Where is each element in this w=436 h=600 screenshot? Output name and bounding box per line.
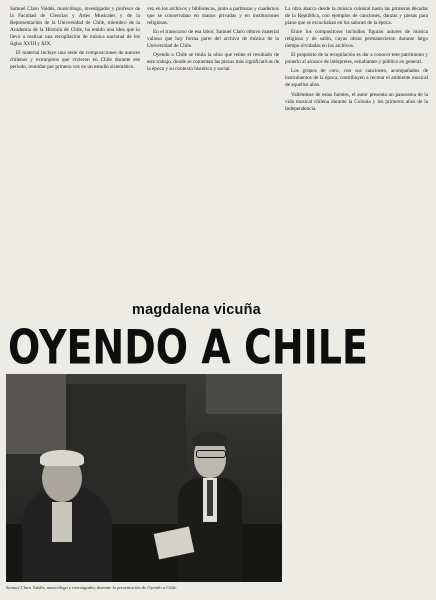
article-paragraph: Entre los compositores incluidos figuran autores de música religiosa y de salón, cuyas obras permanecieron durante largo tiempo olvidadas en los archivos. [285,29,428,50]
article-column-2 [147,6,279,306]
article-photo [6,374,282,582]
photo-window [6,374,66,454]
photo-standing-man-hair [193,432,227,446]
article-paragraph: En el transcurso de esa labor, Samuel Claro obtuvo material valioso que hoy forma parte del archivo de música de la Universidad de Chile. [147,29,279,50]
photo-standing-man-tie [207,480,213,516]
article-paragraph: Los grupos de coro, con sus canciones, acompañados de instrumentos de la época, contribuyen a recrear el ambiente musical de aquellos años. [285,68,428,89]
photo-caption: Samuel Claro Valdés, musicólogo e investigador, durante la presentación de Oyendo a Chile. [6,585,178,590]
article-paragraph: El material incluye una serie de composiciones de autores chilenos y extranjeros que vivieron en Chile durante ese período, reunidas por primera vez en un estudio sistemático. [10,50,140,71]
article-paragraph: Oyendo a Chile se titula la obra que reúne el resultado de este trabajo, donde se comentan las piezas más significativas de la época y su contexto histórico y social. [147,52,279,73]
article-paragraph: El propósito de la recopilación es dar a conocer este patrimonio y ponerlo al alcance de intérpretes, estudiantes y público en general. [285,52,428,66]
photo-seated-man-hair [40,450,84,466]
article-paragraph: Valiéndose de estas fuentes, el autor presenta un panorama de la vida musical chilena durante la Colonia y los primeros años de la Independencia. [285,91,428,112]
photo-light [206,374,282,414]
article-paragraph: Samuel Claro Valdés, musicólogo, investigador y profesor de la Facultad de Ciencias y Artes Musicales y de la Representación de la Universidad de Chile, miembro de la Academia de la Historia de Chile, ha tenido una idea que lo llevó a realizar una recopilación de música nacional de los siglos XVIII y XIX. [10,6,140,48]
article-paragraph: vez en los archivos y bibliotecas, junto a partituras y cuadernos que se conservaban en manos privadas y en instituciones religiosas. [147,6,279,27]
photo-glasses [196,450,226,458]
article-paragraph: La obra abarca desde la música colonial hasta las primeras décadas de la República, con ejemplos de canciones, danzas y piezas para piano que se escuchaban en los salones de la época. [285,6,428,27]
photo-seated-man-shirt [52,502,72,542]
article-column-1 [10,6,140,326]
author-byline: magdalena vicuña [132,302,261,318]
article-title: OYENDO A CHILE [8,319,368,375]
article-column-3 [285,6,428,576]
